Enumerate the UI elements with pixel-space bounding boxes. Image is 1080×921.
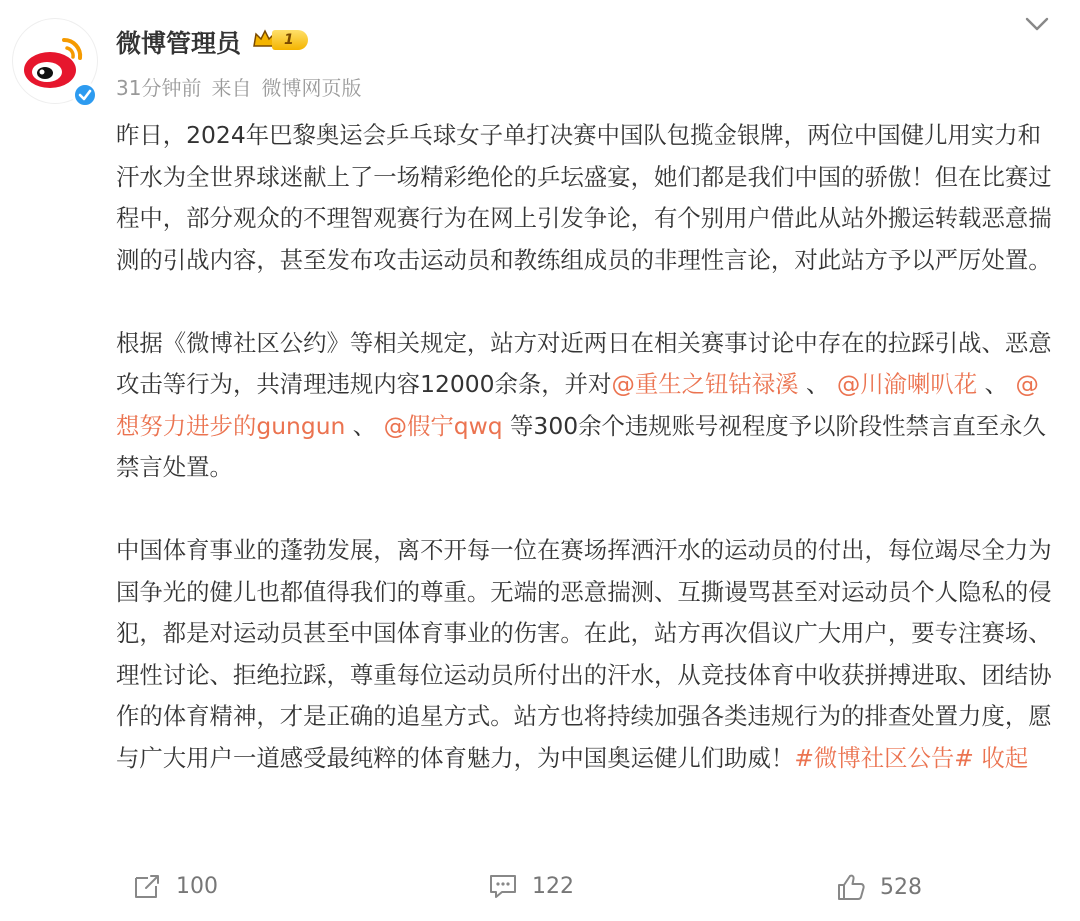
paragraph-2-tail: 等300余个违规账号视程度予以阶段性禁言直至永久禁言处置。	[116, 411, 1046, 481]
like-icon	[836, 872, 866, 902]
mention-link[interactable]: @川渝喇叭花	[836, 370, 978, 398]
mention-link[interactable]: @想努力进步的gungun	[116, 370, 1039, 440]
like-button[interactable]	[836, 872, 922, 902]
comment-button[interactable]	[488, 872, 574, 900]
post-content	[116, 115, 1056, 779]
verified-badge	[72, 82, 98, 108]
post-meta	[116, 72, 371, 101]
collapse-link[interactable]: 收起	[981, 743, 1029, 772]
level-value: 1	[284, 32, 294, 48]
paragraph-2-text: 根据《微博社区公约》等相关规定，站方对近两日在相关赛事讨论中存在的拉踩引战、恶意攻击等行为，共清理违规内容12000余条，并对	[116, 328, 1052, 398]
post-source: 微博网页版	[261, 76, 362, 100]
repost-count: 100	[176, 873, 218, 899]
paragraph-2	[116, 323, 1056, 489]
paragraph-1: 昨日，2024年巴黎奥运会乒乓球女子单打决赛中国队包揽金银牌，两位中国健儿用实力和汗水为全世界球迷献上了一场精彩绝伦的乒坛盛宴，她们都是我们中国的骄傲！但在比赛过程中，部分观众的不理智观赛行为在网上引发争论，有个别用户借此从站外搬运转载恶意揣测的引战内容，甚至发布攻击运动员和教练组成员的非理性言论，对此站方予以严厉处置。	[116, 121, 1052, 274]
mention-link[interactable]: @重生之钮钴禄溪	[611, 370, 799, 398]
separator: 、	[977, 370, 1009, 398]
like-count: 528	[880, 874, 922, 900]
username[interactable]: 微博管理员	[116, 29, 242, 58]
post-time[interactable]: 31分钟前	[116, 76, 202, 100]
repost-icon	[132, 872, 162, 900]
level-badge	[272, 30, 308, 50]
repost-button[interactable]	[132, 872, 218, 900]
paragraph-3-text: 中国体育事业的蓬勃发展，离不开每一位在赛场挥洒汗水的运动员的付出，每位竭尽全力为国争光的健儿也都值得我们的尊重。无端的恶意揣测、互撕谩骂甚至对运动员个人隐私的侵犯，都是对运动员甚至中国体育事业的伤害。在此，站方再次倡议广大用户，要专注赛场、理性讨论、拒绝拉踩，尊重每位运动员所付出的汗水，从竞技体育中收获拼搏进取、团结协作的体育精神，才是正确的追星方式。站方也将持续加强各类违规行为的排查处置力度，愿与广大用户一道感受最纯粹的体育魅力，为中国奥运健儿们助威！	[116, 536, 1052, 772]
hashtag-link[interactable]: #微博社区公告#	[794, 743, 974, 772]
separator: 、	[345, 411, 377, 440]
verified-icon	[77, 87, 93, 103]
paragraph-3	[116, 530, 1056, 779]
mention-link[interactable]: @假宁qwq	[383, 411, 503, 440]
action-bar	[0, 872, 1080, 912]
comment-icon	[488, 872, 518, 900]
comment-count: 122	[532, 873, 574, 899]
separator: 、	[798, 370, 830, 398]
source-prefix: 来自	[211, 76, 252, 100]
chevron-down-icon[interactable]	[1024, 14, 1050, 34]
